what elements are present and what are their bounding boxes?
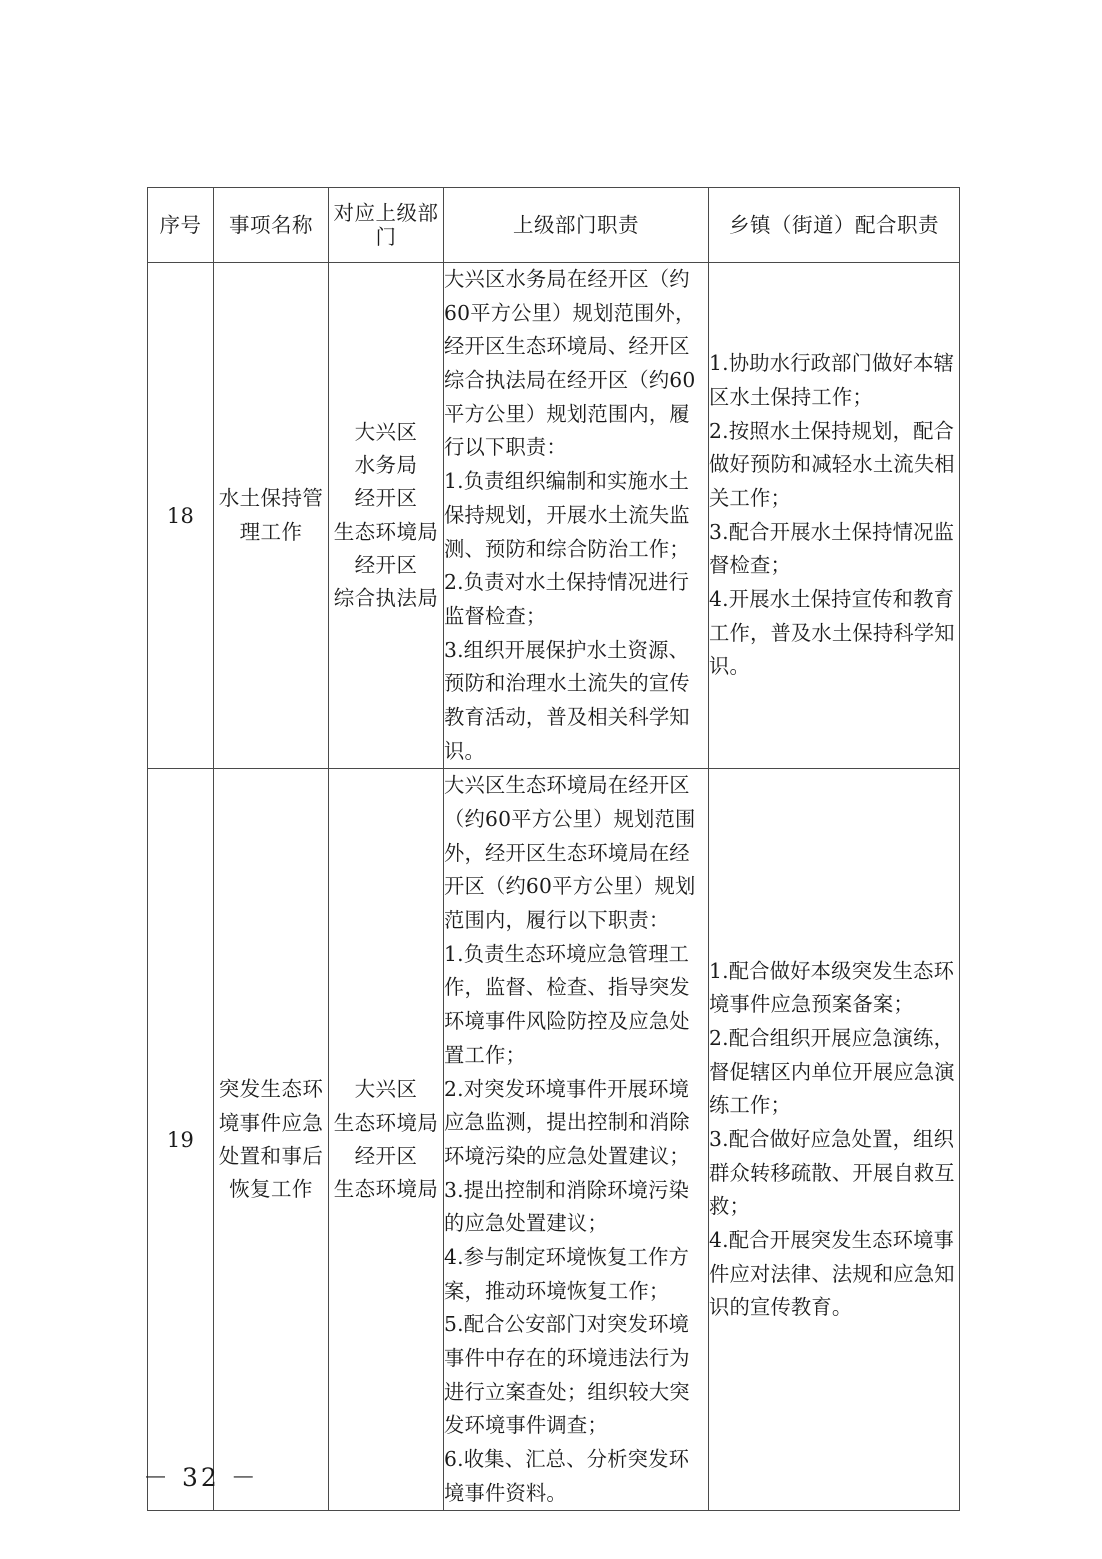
responsibility-table bbox=[147, 187, 960, 1511]
column-header-seq: 序号 bbox=[148, 188, 214, 263]
cell-township-duty: 1.配合做好本级突发生态环境事件应急预案备案； 2.配合组织开展应急演练，督促辖区内单位开展应急演练工作； 3.配合做好应急处置，组织群众转移疏散、开展自救互救； 4.配合开展突发生态环境事件应对法律、法规和应急知识的宣传教育。 bbox=[709, 769, 960, 1511]
column-header-township-duty: 乡镇（街道）配合职责 bbox=[709, 188, 960, 263]
cell-item-name: 水土保持管理工作 bbox=[214, 263, 329, 769]
table-header-row bbox=[148, 188, 960, 263]
table-row bbox=[148, 769, 960, 1511]
cell-seq: 19 bbox=[148, 769, 214, 1511]
table-row bbox=[148, 263, 960, 769]
column-header-item-name: 事项名称 bbox=[214, 188, 329, 263]
column-header-upper-duty: 上级部门职责 bbox=[444, 188, 709, 263]
cell-seq: 18 bbox=[148, 263, 214, 769]
cell-upper-duty: 大兴区水务局在经开区（约60平方公里）规划范围外，经开区生态环境局、经开区综合执法局在经开区（约60平方公里）规划范围内，履行以下职责： 1.负责组织编制和实施水土保持规划，开展水土流失监测、预防和综合防治工作； 2.负责对水土保持情况进行监督检查； 3.组织开展保护水土资源、预防和治理水土流失的宣传教育活动，普及相关科学知识。 bbox=[444, 263, 709, 769]
column-header-upper-dept: 对应上级部门 bbox=[329, 188, 444, 263]
page-number: － 32 － bbox=[143, 1463, 259, 1492]
cell-upper-dept: 大兴区 水务局 经开区 生态环境局 经开区 综合执法局 bbox=[329, 263, 444, 769]
cell-upper-dept: 大兴区 生态环境局 经开区 生态环境局 bbox=[329, 769, 444, 1511]
cell-upper-duty: 大兴区生态环境局在经开区（约60平方公里）规划范围外，经开区生态环境局在经开区（约60平方公里）规划范围内，履行以下职责： 1.负责生态环境应急管理工作，监督、检查、指导突发环境事件风险防控及应急处置工作； 2.对突发环境事件开展环境应急监测，提出控制和消除环境污染的应急处置建议； 3.提出控制和消除环境污染的应急处置建议； 4.参与制定环境恢复工作方案，推动环境恢复工作； 5.配合公安部门对突发环境事件中存在的环境违法行为进行立案查处；组织较大突发环境事件调查； 6.收集、汇总、分析突发环境事件资料。 bbox=[444, 769, 709, 1511]
cell-township-duty: 1.协助水行政部门做好本辖区水土保持工作； 2.按照水土保持规划，配合做好预防和减轻水土流失相关工作； 3.配合开展水土保持情况监督检查； 4.开展水土保持宣传和教育工作，普及水土保持科学知识。 bbox=[709, 263, 960, 769]
cell-item-name: 突发生态环境事件应急处置和事后恢复工作 bbox=[214, 769, 329, 1511]
